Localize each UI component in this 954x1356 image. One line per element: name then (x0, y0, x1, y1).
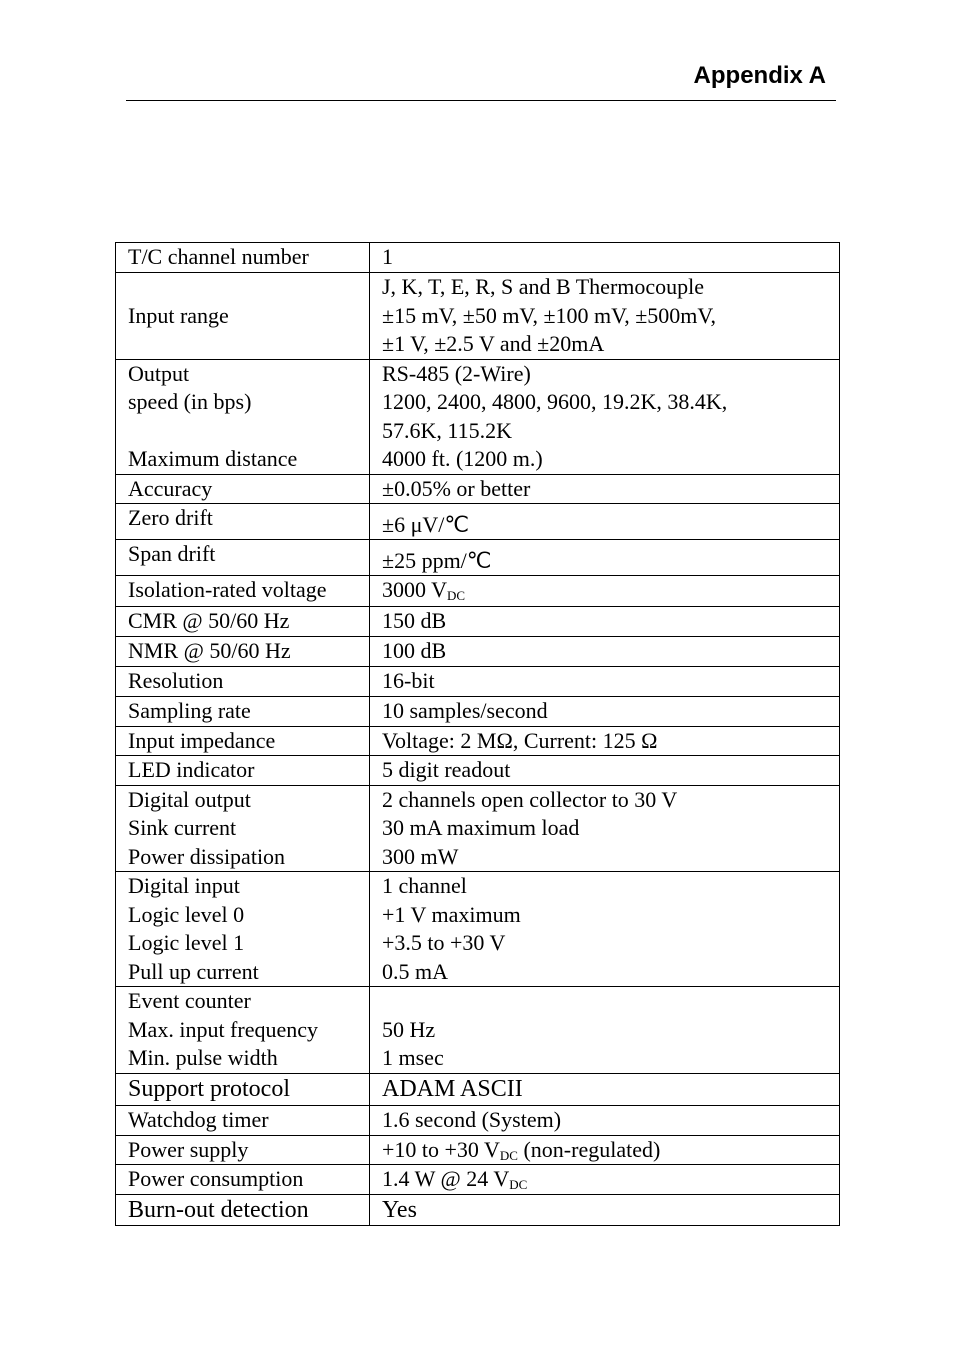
spec-value (370, 273, 840, 360)
spec-label: T/C channel number (116, 243, 370, 273)
spec-label-line: Logic level 0 (128, 901, 245, 927)
spec-label-line: Min. pulse width (128, 1045, 278, 1070)
table-row (116, 872, 840, 987)
spec-value: ADAM ASCII (370, 1073, 840, 1105)
spec-label: Isolation-rated voltage (116, 576, 370, 607)
table-row (116, 667, 840, 697)
spec-value-text: (non-regulated) (517, 1136, 661, 1162)
spec-value: 1.6 second (System) (370, 1105, 840, 1135)
spec-label (116, 987, 370, 1074)
spec-label: Span drift (116, 540, 370, 576)
spec-value-line: 2 channels open collector to 30 V (382, 786, 678, 812)
spec-label (116, 785, 370, 872)
table-row (116, 1165, 840, 1195)
spec-value (370, 872, 840, 987)
spec-value: 10 samples/second (370, 696, 840, 726)
spec-value-line: 1 channel (382, 873, 467, 898)
table-row (116, 576, 840, 607)
spec-label: NMR @ 50/60 Hz (116, 637, 370, 667)
spec-value-line: ±15 mV, ±50 mV, ±100 mV, ±500mV, (382, 302, 716, 328)
spec-label: Accuracy (116, 474, 370, 504)
spec-label: Power supply (116, 1135, 370, 1165)
spec-value: ±0.05% or better (370, 474, 840, 504)
table-row (116, 696, 840, 726)
spec-label-line: Sink current (128, 815, 237, 840)
table-row (116, 273, 840, 360)
spec-value: 16-bit (370, 667, 840, 697)
header-title: Appendix A (693, 62, 826, 89)
table-row (116, 987, 840, 1074)
spec-label (116, 359, 370, 474)
subscript: DC (447, 588, 466, 603)
spec-value: 100 dB (370, 637, 840, 667)
table-row (116, 1195, 840, 1226)
spec-value-line: +3.5 to +30 V (382, 930, 506, 955)
spec-value-line: ±1 V, ±2.5 V and ±20mA (382, 331, 605, 356)
spec-value-text: +10 to +30 V (382, 1136, 500, 1162)
spec-label: Power consumption (116, 1165, 370, 1195)
spec-label-line: Power dissipation (128, 843, 286, 869)
spec-label: Input impedance (116, 726, 370, 756)
spec-value-line: 30 mA maximum load (382, 815, 580, 840)
spec-value-line: 50 Hz (382, 1016, 436, 1042)
spec-value-line: J, K, T, E, R, S and B Thermocouple (382, 274, 705, 299)
spec-label: Zero drift (116, 504, 370, 540)
table-row (116, 474, 840, 504)
table-row (116, 726, 840, 756)
spec-value: ±25 ppm/℃ (370, 540, 840, 576)
table-row (116, 785, 840, 872)
spec-value-line: 1 msec (382, 1045, 444, 1070)
page-header (126, 56, 836, 101)
table-row (116, 243, 840, 273)
spec-label-line: Digital input (128, 873, 240, 898)
spec-table (115, 242, 840, 1226)
spec-label: Resolution (116, 667, 370, 697)
table-row (116, 1073, 840, 1105)
spec-value-line: 300 mW (382, 843, 459, 869)
spec-label: Input range (116, 273, 370, 360)
spec-value-line: RS-485 (2-Wire) (382, 360, 531, 386)
spec-label-line: Event counter (128, 988, 251, 1013)
subscript: DC (499, 1147, 518, 1163)
spec-value (370, 1135, 840, 1165)
spec-label-line: Logic level 1 (128, 930, 245, 955)
spec-value-line: 1200, 2400, 4800, 9600, 19.2K, 38.4K, (382, 389, 728, 414)
spec-label: Support protocol (116, 1073, 370, 1105)
spec-value: ±6 μV/℃ (370, 504, 840, 540)
spec-label: Burn-out detection (116, 1195, 370, 1226)
spec-label-line: Max. input frequency (128, 1016, 318, 1042)
spec-label: LED indicator (116, 756, 370, 786)
spec-label: Watchdog timer (116, 1105, 370, 1135)
table-row (116, 637, 840, 667)
spec-value-line: 57.6K, 115.2K (382, 417, 512, 443)
spec-value-line: +1 V maximum (382, 901, 521, 927)
spec-value: 1 (370, 243, 840, 273)
spec-value (370, 785, 840, 872)
spec-label-line: speed (in bps) (128, 389, 252, 414)
spec-value: 5 digit readout (370, 756, 840, 786)
spec-value: Voltage: 2 MΩ, Current: 125 Ω (370, 726, 840, 756)
table-row (116, 607, 840, 637)
spec-value (370, 576, 840, 607)
subscript: DC (509, 1177, 528, 1192)
spec-value (370, 1165, 840, 1195)
spec-value (370, 359, 840, 474)
spec-value-line: 0.5 mA (382, 958, 448, 984)
spec-value-text: 1.4 W @ 24 V (382, 1166, 510, 1191)
spec-label-line: Maximum distance (128, 446, 298, 471)
spec-label-line: Digital output (128, 786, 251, 812)
spec-value: 150 dB (370, 607, 840, 637)
table-row (116, 756, 840, 786)
table-row (116, 504, 840, 540)
spec-value (370, 987, 840, 1074)
spec-label (116, 872, 370, 987)
spec-label-line: Output (128, 360, 190, 386)
table-row (116, 1105, 840, 1135)
table-row (116, 540, 840, 576)
spec-value-text: 3000 V (382, 577, 447, 602)
spec-label: Sampling rate (116, 696, 370, 726)
table-row (116, 359, 840, 474)
table-row (116, 1135, 840, 1165)
spec-value: Yes (370, 1195, 840, 1226)
spec-label-line: Pull up current (128, 958, 259, 984)
spec-label: CMR @ 50/60 Hz (116, 607, 370, 637)
spec-value-line: 4000 ft. (1200 m.) (382, 446, 543, 471)
